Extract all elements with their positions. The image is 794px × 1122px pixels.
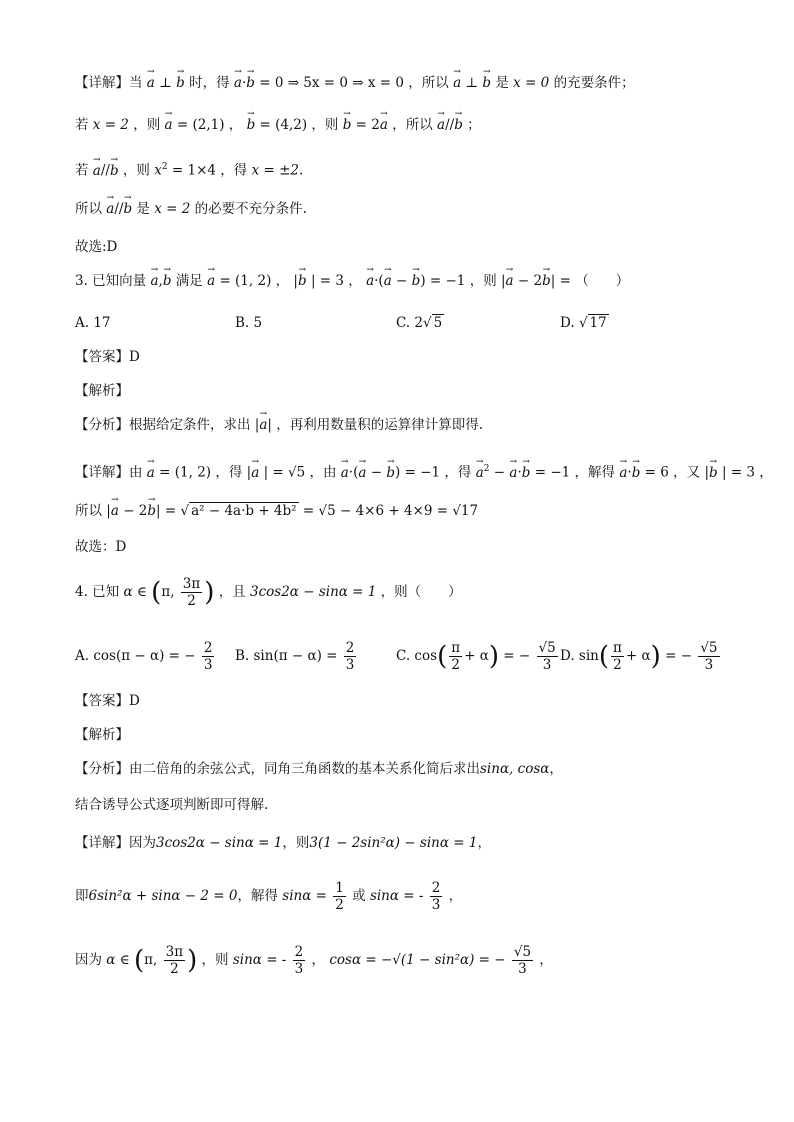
q4-detail-2: 即6sin²α + sinα − 2 = 0，解得 sinα = $\frac{1}{2}$ 或 sinα = - $\frac{2}{3}$ ， (75, 880, 463, 913)
detail-line-conclusion: 所以 → a//→ b 是 x = 2 的必要不充分条件. (75, 198, 307, 220)
detail-line-parallel: 若 → a//→ b ，则 $x^2 = 1\times 4$ ，得 x = ±2. (75, 156, 303, 182)
q3-option-d: D. √ 17 (560, 315, 607, 331)
q3-detail-2: 所以 |→ a − 2→ b| = √ a² − 4a·b + 4b² = √5 − 4×6 + 4×9 = √17 (75, 500, 478, 522)
q4-analysis-label: 【解析】 (75, 727, 129, 743)
q4-analysis-2: 结合诱导公式逐项判断即可得解. (75, 797, 269, 813)
q4-option-b: B. sin(π − α) = $\frac{2}{3}$ (235, 640, 355, 673)
q4-analysis-1: 【分析】由二倍角的余弦公式，同角三角函数的基本关系化简后求出sinα, cosα， (75, 761, 563, 777)
detail-line-x2: 若 x = 2 ，则 → a = (2,1) ， → b = (4,2) ，则 → b = 2→ a ，所以 → a//→ b ； (75, 114, 481, 136)
question-3-stem: 3. 已知向量 → a,→ b 满足 → a = (1, 2) ， |→ b | = 3 ， → a·(→ a − → b) = −1 ，则 |→ a − 2→ b| = （ ） (75, 270, 629, 292)
q4-detail-3: 因为 α ∈ (π, $\frac{3\pi}{2}$ ) ，则 sinα = - $\frac{2}{3}$ ， cosα = −√(1 − sin²α) = − $\frac{√5}{3}$ ， (75, 944, 553, 977)
q3-option-c: C. 2√ 5 (396, 315, 443, 331)
question-4-stem: 4. 已知 α ∈ (π, $\frac{3\pi}{2}$ ) ，且 3cos2α − sinα = 1 ，则（ ） (75, 576, 462, 609)
q3-choice: 故选：D (75, 539, 127, 555)
q3-answer: 【答案】D (75, 349, 140, 365)
q4-detail-1: 【详解】因为3cos2α − sinα = 1，则3(1 − 2sin²α) − sinα = 1， (75, 835, 491, 851)
detail-line-perp: 【详解】当 → a ⊥ → b 时，得 → a·→ b = 0 ⇒ 5x = 0 ⇒ x = 0 ，所以 → a ⊥ → b 是 x = 0 的充要条件； (75, 72, 635, 94)
q3-detail-1: 【详解】由 → a = (1, 2) ，得 |→ a | = √5 ，由 → a·(→ a − → b) = −1 ，得 → $a^2$ − → a·→ b = −1 ，解得 → a·→ b = 6 ，又 |→ b | = 3 ， (75, 458, 773, 484)
q3-analysis: 【分析】根据给定条件，求出 |→ a| ，再利用数量积的运算律计算即得. (75, 414, 483, 436)
q4-answer: 【答案】D (75, 693, 140, 709)
q3-analysis-label: 【解析】 (75, 383, 129, 399)
q3-option-b: B. 5 (235, 315, 263, 331)
q4-option-a: A. cos(π − α) = − $\frac{2}{3}$ (75, 640, 213, 673)
q4-option-d: D. sin( $\frac{\pi}{2}$ + α) = − $\frac{√5}{3}$ (560, 640, 718, 673)
choice-line-q2: 故选:D (75, 239, 118, 255)
q4-option-c: C. cos( $\frac{\pi}{2}$ + α) = − $\frac{√5}{3}$ (396, 640, 556, 673)
q3-option-a: A. 17 (75, 315, 111, 331)
